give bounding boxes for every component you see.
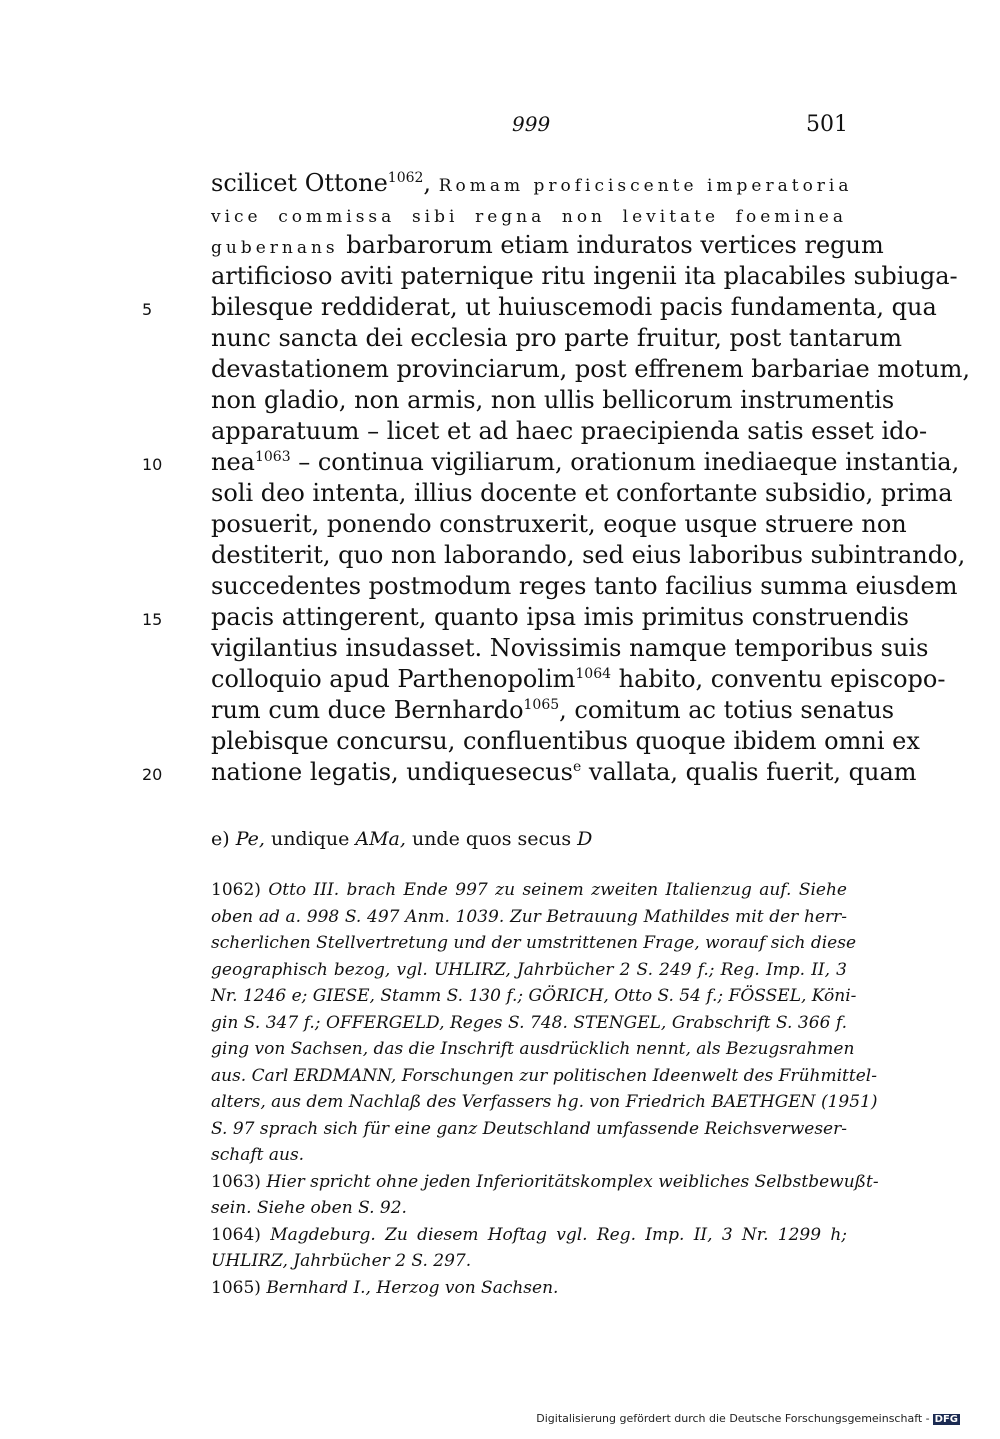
- text-run: unde quos secus: [405, 828, 578, 850]
- page-header: [0, 112, 1000, 152]
- text-line: [211, 323, 902, 354]
- text-run: plebisque concursu, confluentibus quoque ibidem omni ex: [211, 727, 920, 755]
- footer-credit: [536, 1412, 960, 1425]
- footer-text: Digitalisierung gefördert durch die Deutsche Forschungsgemeinschaft -: [536, 1412, 930, 1425]
- footnote-line: [211, 904, 847, 931]
- footnote-line: [211, 957, 847, 984]
- text-line: [211, 168, 853, 199]
- text-run: ,: [423, 169, 439, 197]
- footnotes: [211, 877, 879, 1301]
- italic-text: gin S. 347 f.; OFFERGELD, Reges S. 748. STENGEL, Grabschrift S. 366 f.: [211, 1012, 847, 1033]
- footnote-line: [211, 1142, 847, 1169]
- italic-text: scherlichen Stellvertretung und der umstrittenen Frage, worauf sich diese: [211, 933, 857, 953]
- text-run: undique: [264, 828, 356, 850]
- critical-apparatus: [211, 826, 847, 852]
- spaced-quotation: gubernans: [211, 238, 339, 258]
- text-run: natione legatis, undiquesecus: [211, 758, 573, 786]
- text-run: nunc sancta dei ecclesia pro parte fruitur, post tantarum: [211, 324, 902, 352]
- footnote-line: [211, 930, 857, 957]
- text-run: vigilantius insudasset. Novissimis namque temporibus suis: [211, 634, 929, 662]
- line-number: 20: [142, 765, 163, 784]
- footnote-line: [211, 877, 847, 904]
- italic-text: Nr. 1246 e; GIESE, Stamm S. 130 f.; GÖRICH, Otto S. 54 f.; FÖSSEL, Köni-: [211, 986, 857, 1006]
- italic-text: oben ad a. 998 S. 497 Anm. 1039. Zur Betrauung Mathildes mit der herr-: [211, 906, 847, 927]
- text-line: [211, 230, 884, 261]
- text-run: pacis attingerent, quanto ipsa imis primitus construendis: [211, 603, 909, 631]
- text-run: rum cum duce Bernhardo: [211, 696, 524, 724]
- text-line: [211, 757, 917, 788]
- text-run: succedentes postmodum reges tanto facilius summa eiusdem: [211, 572, 958, 600]
- text-run: artificioso aviti paternique ritu ingenii ita placabiles subiuga-: [211, 262, 958, 290]
- text-run: barbarorum etiam induratos vertices regum: [338, 231, 884, 259]
- text-line: [211, 354, 971, 385]
- text-line: [211, 664, 946, 695]
- text-run: bilesque reddiderat, ut huiuscemodi pacis fundamenta, qua: [211, 293, 937, 321]
- text-line: [211, 199, 847, 230]
- footnote-line: [211, 1116, 847, 1143]
- footnote-marker: e: [572, 759, 582, 775]
- italic-text: AMa,: [355, 828, 406, 850]
- text-run: e): [211, 828, 236, 850]
- text-line: [211, 571, 958, 602]
- text-line: [211, 602, 909, 633]
- text-run: scilicet Ottone: [211, 169, 388, 197]
- text-line: [211, 540, 966, 571]
- footnote-marker: 1065: [523, 697, 560, 713]
- italic-text: ging von Sachsen, das die Inschrift ausdrücklich nennt, als Bezugsrahmen: [211, 1039, 855, 1059]
- footnote-line: [211, 1010, 847, 1037]
- text-run: , comitum ac totius senatus: [559, 696, 895, 724]
- text-run: devastationem provinciarum, post effrenem barbariae motum,: [211, 355, 971, 383]
- footnote-marker: 1064: [575, 666, 612, 682]
- italic-text: UHLIRZ, Jahrbücher 2 S. 297.: [211, 1251, 472, 1271]
- text-line: [211, 447, 960, 478]
- line-number: 15: [142, 610, 163, 629]
- text-run: colloquio apud Parthenopolim: [211, 665, 576, 693]
- footnote-line: [211, 1063, 877, 1090]
- text-line: [211, 292, 937, 323]
- text-run: vallata, qualis fuerit, quam: [581, 758, 917, 786]
- text-run: destiterit, quo non laborando, sed eius laboribus subintrando,: [211, 541, 966, 569]
- text-run: non gladio, non armis, non ullis bellicorum instrumentis: [211, 386, 895, 414]
- italic-text: S. 97 sprach sich für eine ganz Deutschland umfassende Reichsverweser-: [211, 1118, 847, 1139]
- text-run: 1065): [211, 1277, 267, 1298]
- running-head-number: 999: [512, 112, 551, 136]
- italic-text: Pe,: [235, 828, 265, 850]
- italic-text: aus. Carl ERDMANN, Forschungen zur politischen Ideenwelt des Frühmittel-: [211, 1065, 877, 1086]
- text-line: [211, 478, 953, 509]
- text-run: posuerit, ponendo construxerit, eoque usque struere non: [211, 510, 907, 538]
- text-line: [211, 695, 895, 726]
- spaced-quotation: Romam proficiscente imperatoria: [438, 176, 853, 196]
- italic-text: Hier spricht ohne jeden Inferioritätskomplex weibliches Selbstbewußt-: [266, 1171, 879, 1192]
- footnote-line: [211, 983, 857, 1010]
- text-line: [211, 633, 929, 664]
- italic-text: geographisch bezog, vgl. UHLIRZ, Jahrbücher 2 S. 249 f.; Reg. Imp. II, 3: [211, 959, 847, 980]
- text-run: 1063): [211, 1171, 267, 1192]
- footnote-marker: 1062: [387, 170, 424, 186]
- footnote-line: [211, 1248, 847, 1275]
- text-run: nea: [211, 448, 255, 476]
- text-line: [211, 509, 907, 540]
- footnote-marker: 1063: [254, 449, 291, 465]
- text-line: [211, 416, 928, 447]
- text-run: 1062): [211, 880, 269, 900]
- italic-text: Bernhard I., Herzog von Sachsen.: [266, 1277, 559, 1298]
- footnote-line: [211, 1169, 879, 1196]
- footnote-line: [211, 1275, 847, 1302]
- text-run: habito, conventu episcopo-: [611, 665, 946, 693]
- italic-text: schaft aus.: [211, 1145, 305, 1165]
- text-run: – continua vigiliarum, orationum inediaeque instantia,: [290, 448, 960, 476]
- line-number: 10: [142, 455, 163, 474]
- italic-text: sein. Siehe oben S. 92.: [211, 1198, 407, 1218]
- footnote-line: [211, 1222, 847, 1249]
- footnote-line: [211, 1089, 878, 1116]
- text-run: 1064): [211, 1224, 271, 1245]
- spaced-quotation: vice commissa sibi regna non levitate foeminea: [211, 207, 847, 227]
- text-line: [211, 261, 958, 292]
- footnote-line: [211, 1195, 847, 1222]
- line-number: 5: [142, 300, 153, 319]
- italic-text: Magdeburg. Zu diesem Hoftag vgl. Reg. Imp. II, 3 Nr. 1299 h;: [270, 1224, 847, 1245]
- text-line: [211, 385, 895, 416]
- text-line: [211, 726, 920, 757]
- italic-text: Otto III. brach Ende 997 zu seinem zweiten Italienzug auf. Siehe: [268, 880, 847, 900]
- text-run: apparatuum – licet et ad haec praecipienda satis esset ido-: [211, 417, 928, 445]
- main-text: [211, 168, 971, 788]
- italic-text: alters, aus dem Nachlaß des Verfassers hg. von Friedrich BAETHGEN (1951): [211, 1092, 878, 1112]
- italic-text: D: [577, 828, 593, 850]
- footnote-line: [211, 1036, 855, 1063]
- page-number: 501: [806, 112, 848, 137]
- text-run: soli deo intenta, illius docente et confortante subsidio, prima: [211, 479, 953, 507]
- dfg-logo: DFG: [934, 1414, 958, 1425]
